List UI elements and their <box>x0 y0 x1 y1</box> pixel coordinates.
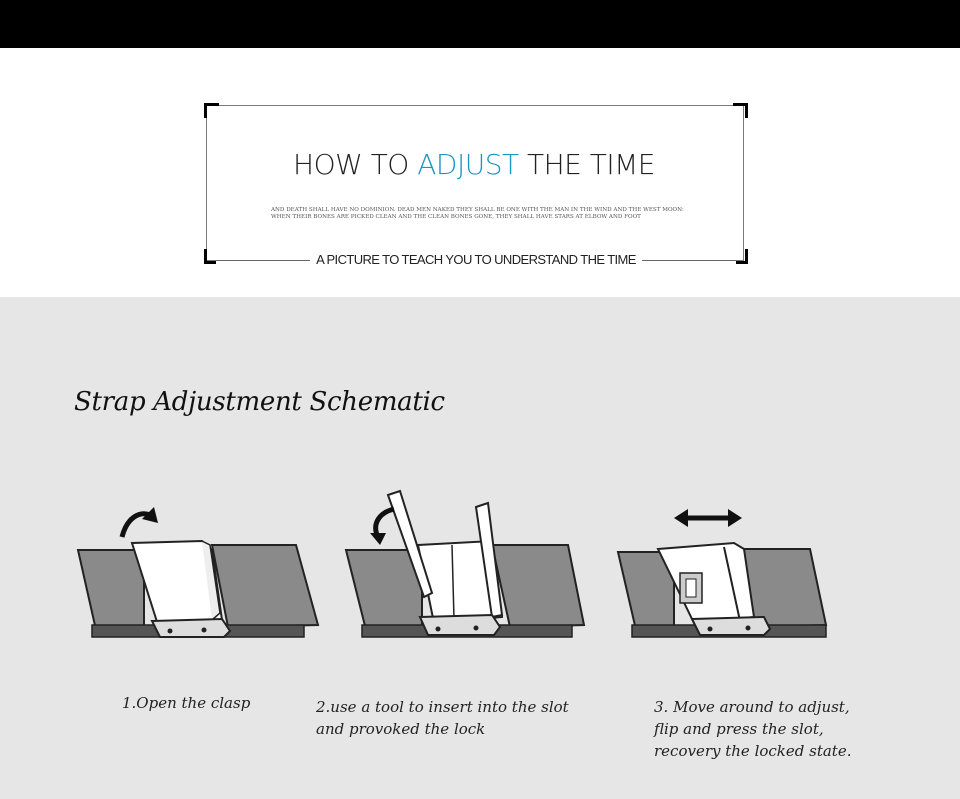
step-2-caption <box>316 696 569 740</box>
open-clasp-icon <box>72 485 324 650</box>
step-1-line-1: 1.Open the clasp <box>122 694 251 712</box>
frame-corner-top-right <box>733 103 748 118</box>
title-accent: ADJUST <box>417 148 519 181</box>
quote-line-1: AND DEATH SHALL HAVE NO DOMINION. DEAD MEN NAKED THEY SHALL BE ONE WITH THE MAN IN THE WIND AND THE WEST MOON: <box>271 207 684 213</box>
top-black-bar <box>0 0 960 48</box>
quote-line-2: WHEN THEIR BONES ARE PICKED CLEAN AND THE CLEAN BONES GONE, THEY SHALL HAVE STARS AT ELBOW AND FOOT <box>271 214 641 220</box>
slide-adjust-icon <box>614 485 832 650</box>
title-part-2: THE TIME <box>518 148 655 181</box>
step-3-line-2: flip and press the slot, <box>654 720 824 738</box>
step-2-line-1: 2.use a tool to insert into the slot <box>316 698 569 716</box>
page-title <box>206 148 742 181</box>
subtitle-row <box>216 250 736 270</box>
step-2-line-2: and provoked the lock <box>316 720 486 738</box>
step-3-caption <box>654 696 851 762</box>
section-title: Strap Adjustment Schematic <box>74 387 445 417</box>
step-3-line-1: 3. Move around to adjust, <box>654 698 850 716</box>
title-part-1: HOW TO <box>293 148 418 181</box>
step-1-caption <box>122 692 250 714</box>
step-3-line-3: recovery the locked state. <box>654 742 852 760</box>
subtitle: A PICTURE TO TEACH YOU TO UNDERSTAND THE TIME <box>310 252 642 267</box>
title-frame <box>206 105 744 261</box>
tool-insert-icon <box>342 485 590 650</box>
decorative-quote <box>271 207 691 221</box>
frame-corner-top-left <box>204 103 219 118</box>
